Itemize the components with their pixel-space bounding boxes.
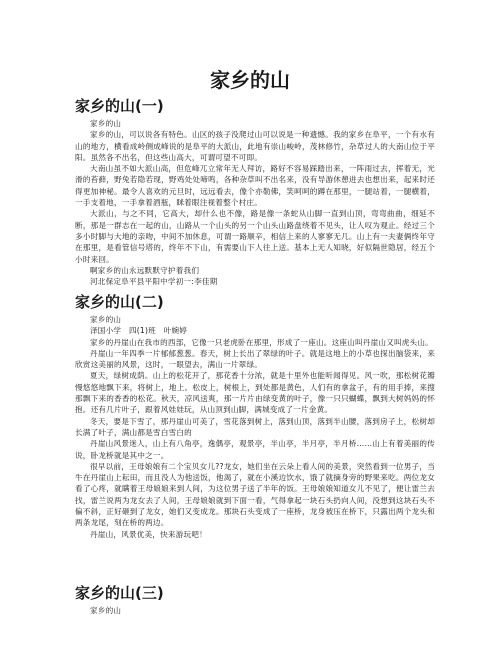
section-1-closing-line: 啊家乡的山永远默默守护着我们 xyxy=(90,265,200,275)
section-1-subtitle: 家乡的山 xyxy=(90,119,122,128)
section-3-subtitle: 家乡的山 xyxy=(90,606,122,615)
section-2-paragraph: 丹崖山风景迷人，山上有八角亭，逸偶亭，观景亭，半山亭，半月亭，半月桥……山上有着美丽的传说，卧龙桥就是其中之一。 xyxy=(75,439,435,460)
section-2-paragraph: 冬天，要是下雪了，那丹崖山可美了，雪花落到树上，落到山顶，落到半山腰，落到房子上，松树却长满了叶子，满山都是雪白雪白的 xyxy=(75,416,435,437)
section-3-heading: 家乡的山(三) xyxy=(75,584,164,602)
section-2-paragraph: 丹崖山一年四季一片郁郁葱葱。春天，树上长出了翠绿的叶子。就是这地上的小草也探出脑袋来，来欣赏这美丽的风景，这时，一眼望去，满山一片翠绿。 xyxy=(75,348,435,370)
section-2-subtitle: 家乡的山 xyxy=(90,315,122,324)
section-2-author-line: 泽国小学 四(1)班 叶婉婷 xyxy=(90,326,188,336)
section-3 xyxy=(75,582,435,616)
document-title: 家乡的山 xyxy=(210,68,290,92)
section-1 xyxy=(75,95,435,287)
section-1-author-line: 河北保定阜平县平阳中学初一:李佳期 xyxy=(90,277,218,287)
section-1-paragraph: 家乡的山，可以说各有特色。山区的孩子没爬过山可以说是一种遗憾。我的家乡在阜平，一个有水有山的地方，横看成岭侧成峰说的是阜平的大派山，此地有崇山峻岭，茂林修竹，杂草过人的大南山位于平阳。虽然各不出名，但这些山高大，可谓可望不可即。 xyxy=(75,130,435,162)
section-2-paragraph: 很早以前，王母娘娘有二个宝贝女儿??龙女，她们坐在云朵上看人间的美景，突然看到一位男子，当牛在丹崖山上耘田，而且没人为他送饭，他渴了，就在小溪边饮水，饿了就摘身旁的野果来吃。两位龙女看了心疼，就瞒着王母娘娘来到人间，为这位男子送了半年的饭。王母娘娘知道女儿不见了，便让雷兰去找，雷兰说两为龙女去了人间，王母娘娘就到下面一看，气得拿起一块石头扔向人间，没想到这块石头不偏不斜，正好砸到了龙女，她们又变成龙。那块石头变成了一座桥，龙身被压在桥下，只露出两个龙头和两条龙尾，刻在桥的两边。 xyxy=(75,461,435,528)
section-2-paragraph: 家乡的丹崖山在我市的西部，它像一只老虎卧在那里，形成了一座山。这座山叫丹崖山又叫虎头山。 xyxy=(90,337,433,347)
section-1-heading: 家乡的山(一) xyxy=(75,97,164,115)
section-1-paragraph: 大南山虽不如大派山高，但危峰兀立常年无人拜访，路好不容易踩踏出来，一阵雨过去，挥着无，光滑的苔藓，野兔若隐若现，野鸡处处啼鸣，各种杂草叫不出名来，没有导游休憩进去也想出来，起来时还得更加神秘。最令人喜欢的元旦时，远远看去，像个亦勒佛，笑呵呵的蹲在那里，一腿站着，一腿横着，一手支着地，一手拿着酒瓶，眯着眼注视着整个村庄。 xyxy=(75,164,435,208)
section-1-paragraph: 大派山，与之不同，它高大，却什么也不像，路是像一条蛇从山脚一直到山顶，弯弯曲曲，细延不断，那是一群志在一起的山，山路从一个山头的另一个山头山路盘绕着不见头，让人叹为观止。经过三个多小时脚与大地的亲吻，中间不加休息，可谓一路顺辛，相信上来的人寥寥无几。山上有一夫妻俩终年守在那里，是看管信号塔的，终年不下山，有需要山下人往上送。基本上无人知晓，好似隔世隐居，经五个小时来回。 xyxy=(75,209,435,264)
section-2 xyxy=(75,291,435,540)
section-2-closing-line: 丹崖山，风景优美，快来游玩吧！ xyxy=(90,529,207,539)
section-2-heading: 家乡的山(二) xyxy=(75,293,164,311)
section-2-paragraph: 夏天，绿树成荫。山上的松花开了，那花香十分浓，就是十里外也能听闻得见。风一吹，那松树花瓣慢悠悠地飘下来，将树上，地上。松皮上，树根上，到处都是黄色，人们有的拿盆子，有的用手捧，来搜那飘下来的香香的松花。秋天，凉风送爽，那一片片由绿变黄的叶子，像一只只蝴蝶，飘到大树妈妈的怀抱。还有几片叶子，跟着风娃娃玩，从山顶到山脚，满城变成了一片金黄。 xyxy=(75,371,435,415)
